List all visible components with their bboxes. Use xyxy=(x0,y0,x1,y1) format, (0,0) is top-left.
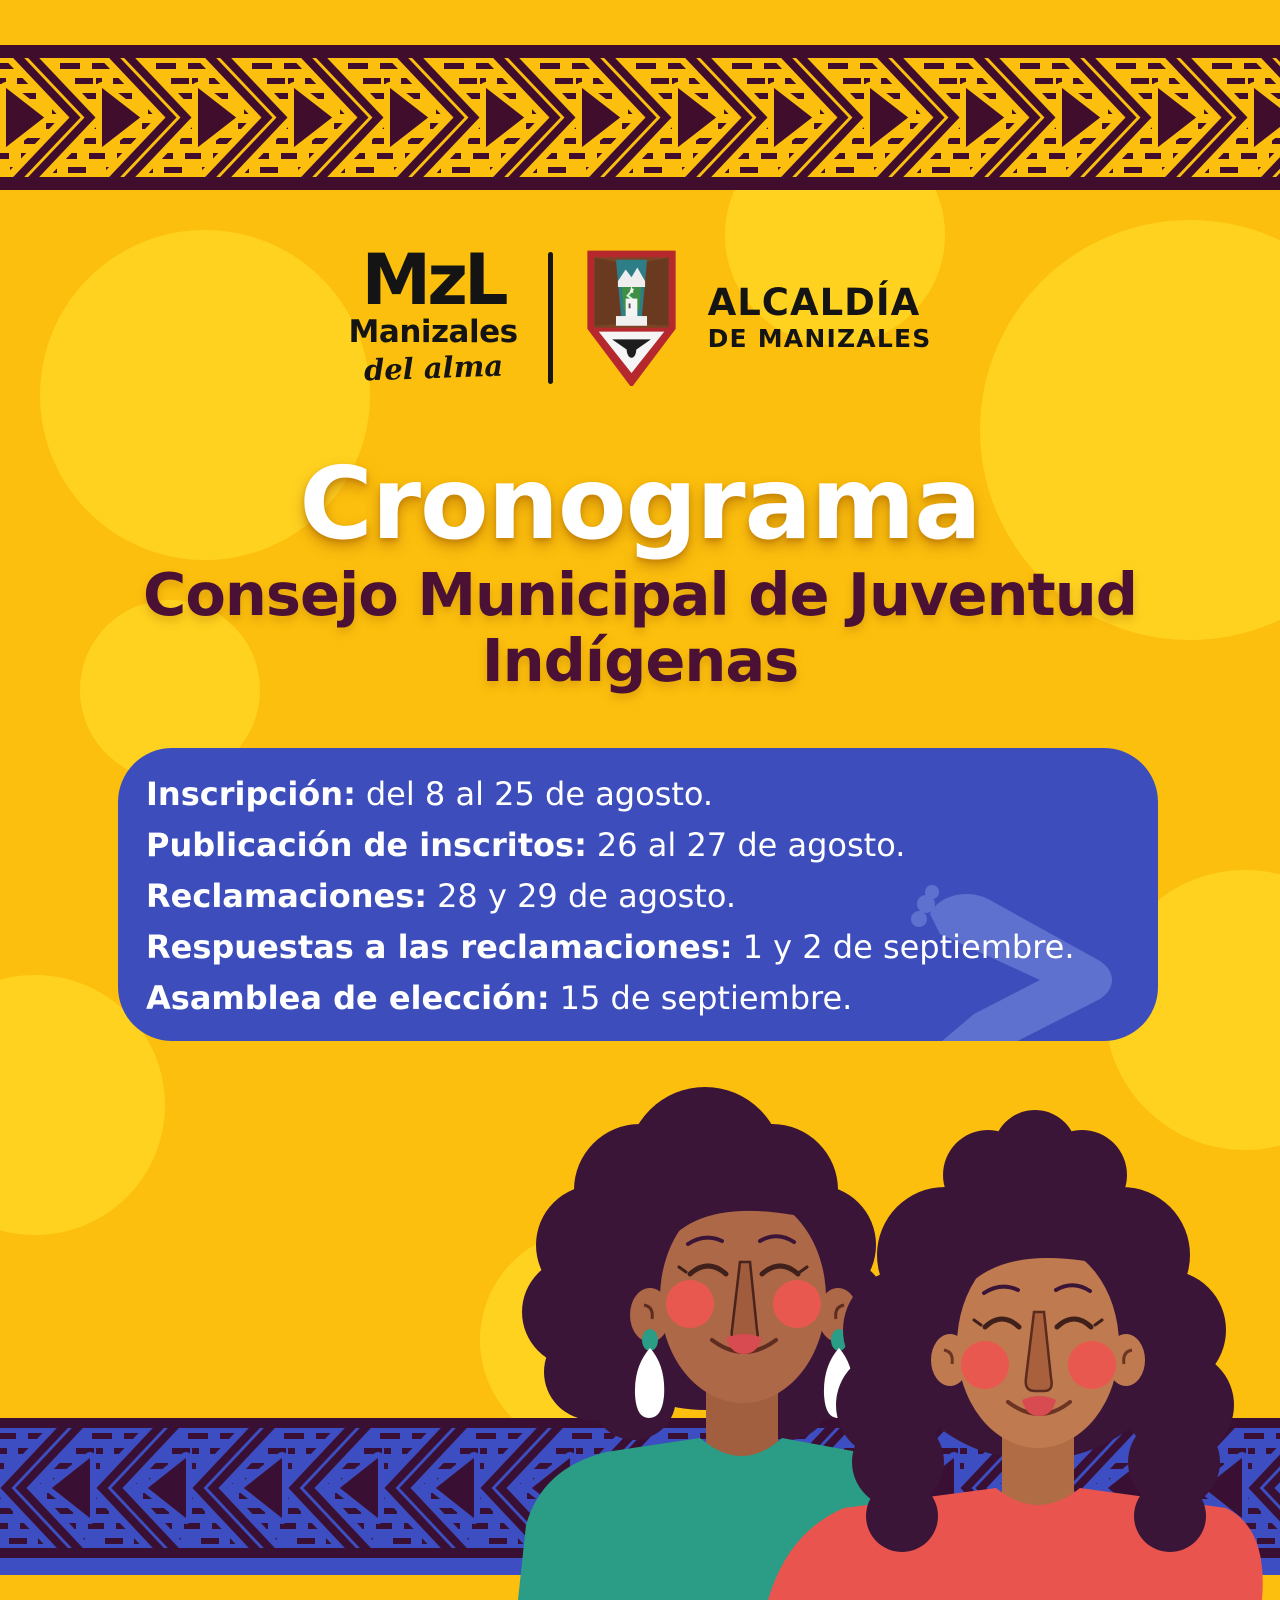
mzl-manizales-label: Manizales xyxy=(348,313,518,350)
mzl-logo xyxy=(348,239,518,388)
tribal-chevron-band-right-icon xyxy=(0,45,1280,190)
schedule-item xyxy=(146,820,1158,871)
schedule-item xyxy=(146,871,1158,922)
subtitle-line2: Indígenas xyxy=(481,626,799,696)
schedule-item-label: Publicación de inscritos: xyxy=(146,826,587,864)
background-blob xyxy=(480,1230,700,1450)
schedule-item xyxy=(146,922,1158,973)
tribal-chevron-band-left-icon xyxy=(0,1418,1280,1575)
logo-row xyxy=(0,239,1280,388)
schedule-item xyxy=(146,973,1158,1024)
alcaldia-logo xyxy=(708,282,932,353)
mzl-wordmark: MzL xyxy=(361,239,505,322)
subtitle xyxy=(0,562,1280,694)
schedule-item-label: Reclamaciones: xyxy=(146,877,428,915)
mzl-tagline: del alma xyxy=(362,348,504,388)
schedule-item-label: Inscripción: xyxy=(146,775,356,813)
alcaldia-crest-icon xyxy=(583,250,680,386)
schedule-card xyxy=(118,748,1158,1041)
logo-divider xyxy=(548,252,553,384)
schedule-item xyxy=(146,769,1158,820)
schedule-item-value: del 8 al 25 de agosto. xyxy=(365,775,714,813)
schedule-item-value: 15 de septiembre. xyxy=(559,979,853,1017)
schedule-item-label: Asamblea de elección: xyxy=(146,979,550,1017)
page-title: Cronograma xyxy=(299,445,981,562)
schedule-item-value: 1 y 2 de septiembre. xyxy=(742,928,1075,966)
subtitle-line1: Consejo Municipal de Juventud xyxy=(143,560,1137,629)
schedule-item-label: Respuestas a las reclamaciones: xyxy=(146,928,733,966)
alcaldia-city-label: DE MANIZALES xyxy=(707,323,932,353)
schedule-item-value: 28 y 29 de agosto. xyxy=(437,877,737,915)
schedule-item-value: 26 al 27 de agosto. xyxy=(596,826,906,864)
alcaldia-label: ALCALDÍA xyxy=(707,281,921,325)
